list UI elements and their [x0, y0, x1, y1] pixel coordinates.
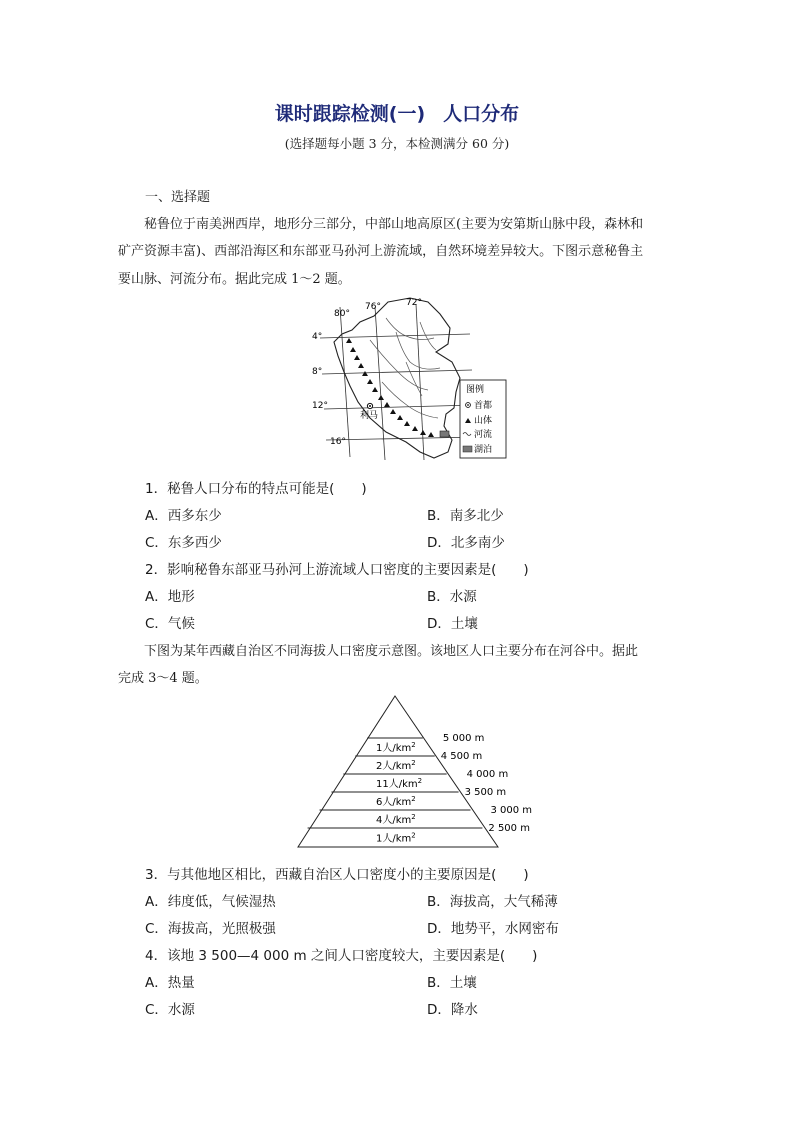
title-topic: 人口分布 — [443, 103, 520, 125]
legend-capital-label: 首都 — [474, 401, 493, 411]
legend-lake-label: 湖泊 — [474, 445, 493, 455]
q2-option-c[interactable]: C．气候 — [145, 616, 195, 632]
question-3: 3．与其他地区相比，西藏自治区人口密度小的主要原因是( ) — [145, 867, 529, 883]
elevation-label: 3 500 m — [464, 787, 507, 798]
q1-option-b[interactable]: B．南多北少 — [427, 508, 504, 524]
lat-label-8: 8° — [312, 367, 323, 377]
lat-label-12: 12° — [312, 401, 328, 411]
section-heading: 一、选择题 — [145, 190, 211, 205]
density-label: 6人$/km^2$ — [376, 795, 416, 808]
lake-box-icon — [463, 446, 472, 452]
map-legend — [460, 380, 506, 458]
q4-option-c[interactable]: C．水源 — [145, 1002, 195, 1018]
lon-label-80: 80° — [334, 309, 350, 319]
intro2-line2: 完成 3～4 题。 — [118, 671, 208, 686]
q1-option-d[interactable]: D．北多南少 — [427, 535, 505, 551]
intro1-line2: 矿产资源丰富)、西部沿海区和东部亚马孙河上游流域，自然环境差异较大。下图示意秘鲁主 — [118, 244, 644, 259]
elevation-label: 4 500 m — [440, 751, 483, 762]
q2-option-d[interactable]: D．土壤 — [427, 616, 478, 632]
legend-title: 图例 — [466, 385, 485, 395]
intro2-line1: 下图为某年西藏自治区不同海拔人口密度示意图。该地区人口主要分布在河谷中。据此 — [144, 644, 639, 659]
rivers — [370, 318, 440, 418]
q1-option-a[interactable]: A．西多东少 — [145, 508, 222, 524]
q3-option-c[interactable]: C．海拔高，光照极强 — [145, 921, 276, 937]
density-label: 4人$/km^2$ — [376, 813, 416, 826]
q4-option-a[interactable]: A．热量 — [145, 975, 195, 991]
lon-label-76: 76° — [365, 302, 381, 312]
intro1-line3: 要山脉、河流分布。据此完成 1～2 题。 — [118, 272, 351, 287]
page-title — [0, 99, 794, 126]
q2-option-b[interactable]: B．水源 — [427, 589, 477, 605]
q3-option-b[interactable]: B．海拔高，大气稀薄 — [427, 894, 558, 910]
score-note: (选择题每小题 3 分，本检测满分 60 分) — [284, 136, 510, 151]
density-label: 1人$/km^2$ — [376, 741, 416, 754]
q3-option-a[interactable]: A．纬度低，气候湿热 — [145, 894, 276, 910]
capital-label: 利马 — [360, 411, 379, 421]
q4-option-b[interactable]: B．土壤 — [427, 975, 477, 991]
legend-mountain-label: 山体 — [474, 416, 493, 426]
density-label: 2人$/km^2$ — [376, 759, 416, 772]
question-4: 4．该地 3 500—4 000 m 之间人口密度较大，主要因素是( ) — [145, 948, 538, 964]
title-main: 课时跟踪检测(一) — [274, 103, 426, 125]
question-1: 1．秘鲁人口分布的特点可能是( ) — [145, 481, 367, 497]
q4-option-d[interactable]: D．降水 — [427, 1002, 478, 1018]
elevation-label: 4 000 m — [466, 769, 509, 780]
density-label: 11人$/km^2$ — [376, 777, 423, 790]
mountain-markers — [346, 338, 434, 437]
elevation-pyramid — [290, 690, 550, 850]
elevation-label: 2 500 m — [488, 823, 530, 834]
density-label: 1人$/km^2$ — [376, 831, 416, 845]
lake-titicaca — [440, 431, 449, 437]
legend-river-label: 河流 — [474, 430, 493, 440]
intro1-line1: 秘鲁位于南美洲西岸，地形分三部分，中部山地高原区(主要为安第斯山脉中段，森林和 — [144, 217, 644, 232]
q3-option-d[interactable]: D．地势平，水网密布 — [427, 921, 559, 937]
elevation-label: 5 000 m — [442, 733, 485, 744]
peru-map — [310, 292, 510, 467]
elevation-label: 3 000 m — [490, 805, 533, 816]
lat-label-4: 4° — [312, 332, 323, 342]
question-2: 2．影响秘鲁东部亚马孙河上游流域人口密度的主要因素是( ) — [145, 562, 529, 578]
q1-option-c[interactable]: C．东多西少 — [145, 535, 222, 551]
lat-label-16: 16° — [330, 437, 346, 447]
q2-option-a[interactable]: A．地形 — [145, 589, 195, 605]
lon-label-72: 72° — [406, 298, 422, 308]
